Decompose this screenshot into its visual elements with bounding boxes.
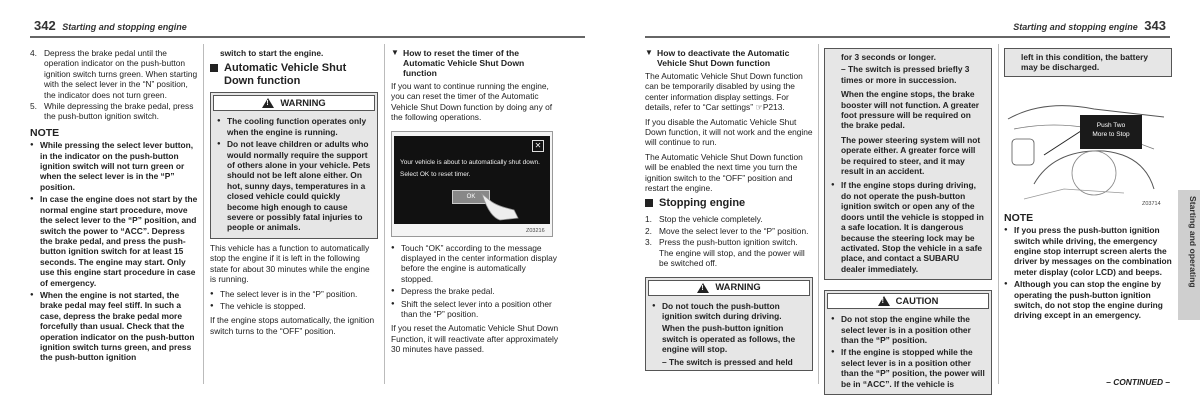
right-page <box>600 0 1200 402</box>
header-title-left: Starting and stopping engine <box>62 22 187 32</box>
paragraph: This vehicle has a function to automatically stop the engine if it is left in the following state for about 30 minutes while the engine is running. <box>210 242 370 285</box>
caution-header <box>827 293 989 309</box>
warning-text: The power steering system will not operate either. A greater force will be required to steer, and it may result in an accident. <box>841 134 981 177</box>
paragraph: If the engine stops automatically, the ignition switch turns to the “OFF” position. <box>210 315 375 336</box>
paragraph: If you reset the Automatic Vehicle Shut Down Function, it will reactivate after approximately 30 minutes have passed. <box>391 323 559 355</box>
list-item: ● Shift the select lever into a position other than the “P” position. <box>391 299 559 320</box>
continuation-text: switch to start the engine. <box>220 48 324 58</box>
caution-triangle-icon <box>878 296 890 306</box>
warning-item: ● The cooling function operates only when the engine is running. <box>217 116 371 137</box>
caution-box-continued <box>1004 48 1172 77</box>
screen-message-line: Select OK to reset timer. <box>400 170 471 178</box>
warning-box-continued <box>824 48 992 280</box>
warning-header <box>648 280 810 296</box>
note-title: NOTE <box>1004 211 1034 224</box>
warning-body <box>211 113 377 237</box>
list-item: ● Depress the brake pedal. <box>391 286 559 296</box>
note-item: ● When the engine is not started, the brake pedal may feel stiff. In such a case, depress the brake pedal more forcefully than usual. Check that the operation indicator on the push-button ignition switch turns green, and press the push-button ignition <box>30 290 198 363</box>
note-item: ● While pressing the select lever button, in the indicator on the push-button ignition switch will not turn green or when the select lever is in the “P” position. <box>30 140 198 192</box>
triangle-marker-icon: ▼ <box>645 48 653 57</box>
continued-label: – CONTINUED – <box>1106 377 1170 387</box>
finger-icon <box>480 192 520 222</box>
triangle-marker-icon: ▼ <box>391 48 399 57</box>
note-list <box>30 140 198 363</box>
note-title: NOTE <box>30 126 60 139</box>
warning-text: – The switch is pressed and held <box>662 356 793 367</box>
caution-box <box>824 290 992 395</box>
paragraph: If you disable the Automatic Vehicle Shut Down function, it will not work and the engine will continue to run. <box>645 116 813 148</box>
dashboard-figure <box>1004 89 1168 207</box>
section-heading: Automatic Vehicle Shut Down function <box>210 62 378 88</box>
warning-box <box>645 277 813 371</box>
paragraph: The Automatic Vehicle Shut Down function can be temporarily disabled by using the center information display settings. For details, refer to “Car settings” ☞P213. <box>645 71 803 113</box>
header-rule <box>30 36 585 38</box>
warning-item: ● Do not touch the push-button ignition switch during driving. <box>652 301 806 322</box>
paragraph: The Automatic Vehicle Shut Down function will be enabled the next time you turn the ignition switch to the “OFF” position and restart the engine. <box>645 151 803 194</box>
page-number-left: 342 <box>34 18 56 33</box>
note-item: ● In case the engine does not start by the normal engine start procedure, move the select lever to the “P” position, and switch the power to “ACC”. Depress the brake pedal, and press the push-button ignition switch for at least 15 seconds. The engine may start. Only use this engine start procedure in case of emergency. <box>30 194 198 288</box>
caution-label: CAUTION <box>895 294 939 306</box>
figure-code: Z03714 <box>1142 200 1161 207</box>
start-steps <box>30 48 198 122</box>
page-header-left <box>30 18 187 34</box>
display-figure <box>391 131 553 237</box>
warning-box <box>210 92 378 238</box>
left-col-3 <box>391 48 559 359</box>
warning-item: ● Do not leave children or adults who would normally require the support of others alone in your vehicle. Pets should not be left alone either. On hot, sunny days, temperatures in a closed vehicle could quickly become high enough to cause severe or possibly fatal injuries to people or animals. <box>217 139 371 233</box>
column-divider <box>384 44 385 384</box>
warning-body <box>646 298 812 370</box>
warning-label: WARNING <box>280 97 326 109</box>
side-tab-label: Starting and operating <box>1188 196 1198 288</box>
section-heading: Stopping engine <box>645 197 813 210</box>
meter-display <box>1080 115 1142 149</box>
list-item: ● The vehicle is stopped. <box>210 301 378 311</box>
paragraph: If you want to continue running the engine, you can reset the timer of the Automatic Vehicle Shut Down function by doing any of the following operations. <box>391 81 553 123</box>
close-icon[interactable]: ✕ <box>532 140 544 152</box>
condition-list <box>210 289 378 312</box>
ok-button[interactable]: OK <box>452 190 490 204</box>
caution-body <box>825 311 991 394</box>
caution-item: ● Do not stop the engine while the select lever is in a position other than the “P” position. <box>831 314 985 345</box>
note-item: ● If you press the push-button ignition switch while driving, the emergency engine stop interrupt screen alerts the driver by messages on the combination meter display (color LCD) and beeps. <box>1004 225 1172 277</box>
display-line: More to Stop <box>1092 130 1130 138</box>
square-bullet-icon <box>210 64 218 72</box>
column-divider <box>998 44 999 384</box>
note-item: ● Although you can stop the engine by operating the push-button ignition switch, do not stop the engine during driving except in an emergency. <box>1004 279 1172 321</box>
square-bullet-icon <box>645 199 653 207</box>
warning-item: ● If the engine stops during driving, do not operate the push-button ignition switch or open any of the doors until the vehicle is stopped in a safe location. It is dangerous because the steering lock may be activated. Stop the vehicle in a safe place, and contact a SUBARU dealer immediately. <box>831 180 985 274</box>
left-col-1 <box>30 48 198 365</box>
step-item: 4. Depress the brake pedal until the operation indicator on the push-button ignition switch turns green. When starting with the select lever in the “N” position, the indicator does not turn green. <box>30 48 198 100</box>
list-item: ● The select lever is in the “P” position. <box>210 289 378 299</box>
step-item: 2. Move the select lever to the “P” position. <box>645 225 809 236</box>
warning-header <box>213 95 375 111</box>
warning-text: – The switch is pressed briefly 3 times or more in succession. <box>841 64 970 85</box>
page-header-right <box>1013 18 1170 34</box>
figure-code: Z03216 <box>526 227 545 234</box>
caution-text: left in this condition, the battery may be discharged. <box>1021 52 1149 73</box>
warning-triangle-icon <box>697 283 709 293</box>
warning-text: When the push-button ignition switch is operated as follows, the engine will stop. <box>662 323 796 355</box>
warning-text: for 3 seconds or longer. <box>841 52 936 62</box>
step-item: 3. Press the push-button ignition switch. The engine will stop, and the power will be switched off. <box>645 237 805 269</box>
note-list <box>1004 225 1172 321</box>
display-line: Push Two <box>1096 121 1126 129</box>
subheading: ▼ How to deactivate the Automatic Vehicle Shut Down function <box>645 48 790 68</box>
header-title-right: Starting and stopping engine <box>1013 22 1138 32</box>
list-item: ● Touch “OK” according to the message displayed in the center information display before the engine is automatically stopped. <box>391 243 559 285</box>
warning-triangle-icon <box>262 98 274 108</box>
stop-steps <box>645 214 813 268</box>
page-number-right: 343 <box>1144 18 1166 33</box>
reset-options-list <box>391 243 559 320</box>
header-rule <box>645 36 1170 38</box>
step-item: 5. While depressing the brake pedal, press the push-button ignition switch. <box>30 101 194 122</box>
screen-message-line: Your vehicle is about to automatically shut down. <box>400 158 540 166</box>
right-col-1 <box>645 48 813 375</box>
caution-item: ● If the engine is stopped while the select lever is in a position other than the “P” position, the power will be in “ACC”. If the vehicle is <box>831 347 985 389</box>
left-col-2 <box>210 48 378 340</box>
column-divider <box>203 44 204 384</box>
warning-label: WARNING <box>715 281 761 293</box>
display-screen <box>394 136 550 224</box>
right-col-3 <box>1004 48 1172 323</box>
warning-text: When the engine stops, the brake booster will not function. A greater foot pressure will be required on the brake pedal. <box>841 89 980 131</box>
subheading: ▼ How to reset the timer of the Automatic Vehicle Shut Down function <box>391 48 525 78</box>
right-col-2 <box>824 48 992 399</box>
step-item: 1. Stop the vehicle completely. <box>645 214 763 225</box>
column-divider <box>818 44 819 384</box>
